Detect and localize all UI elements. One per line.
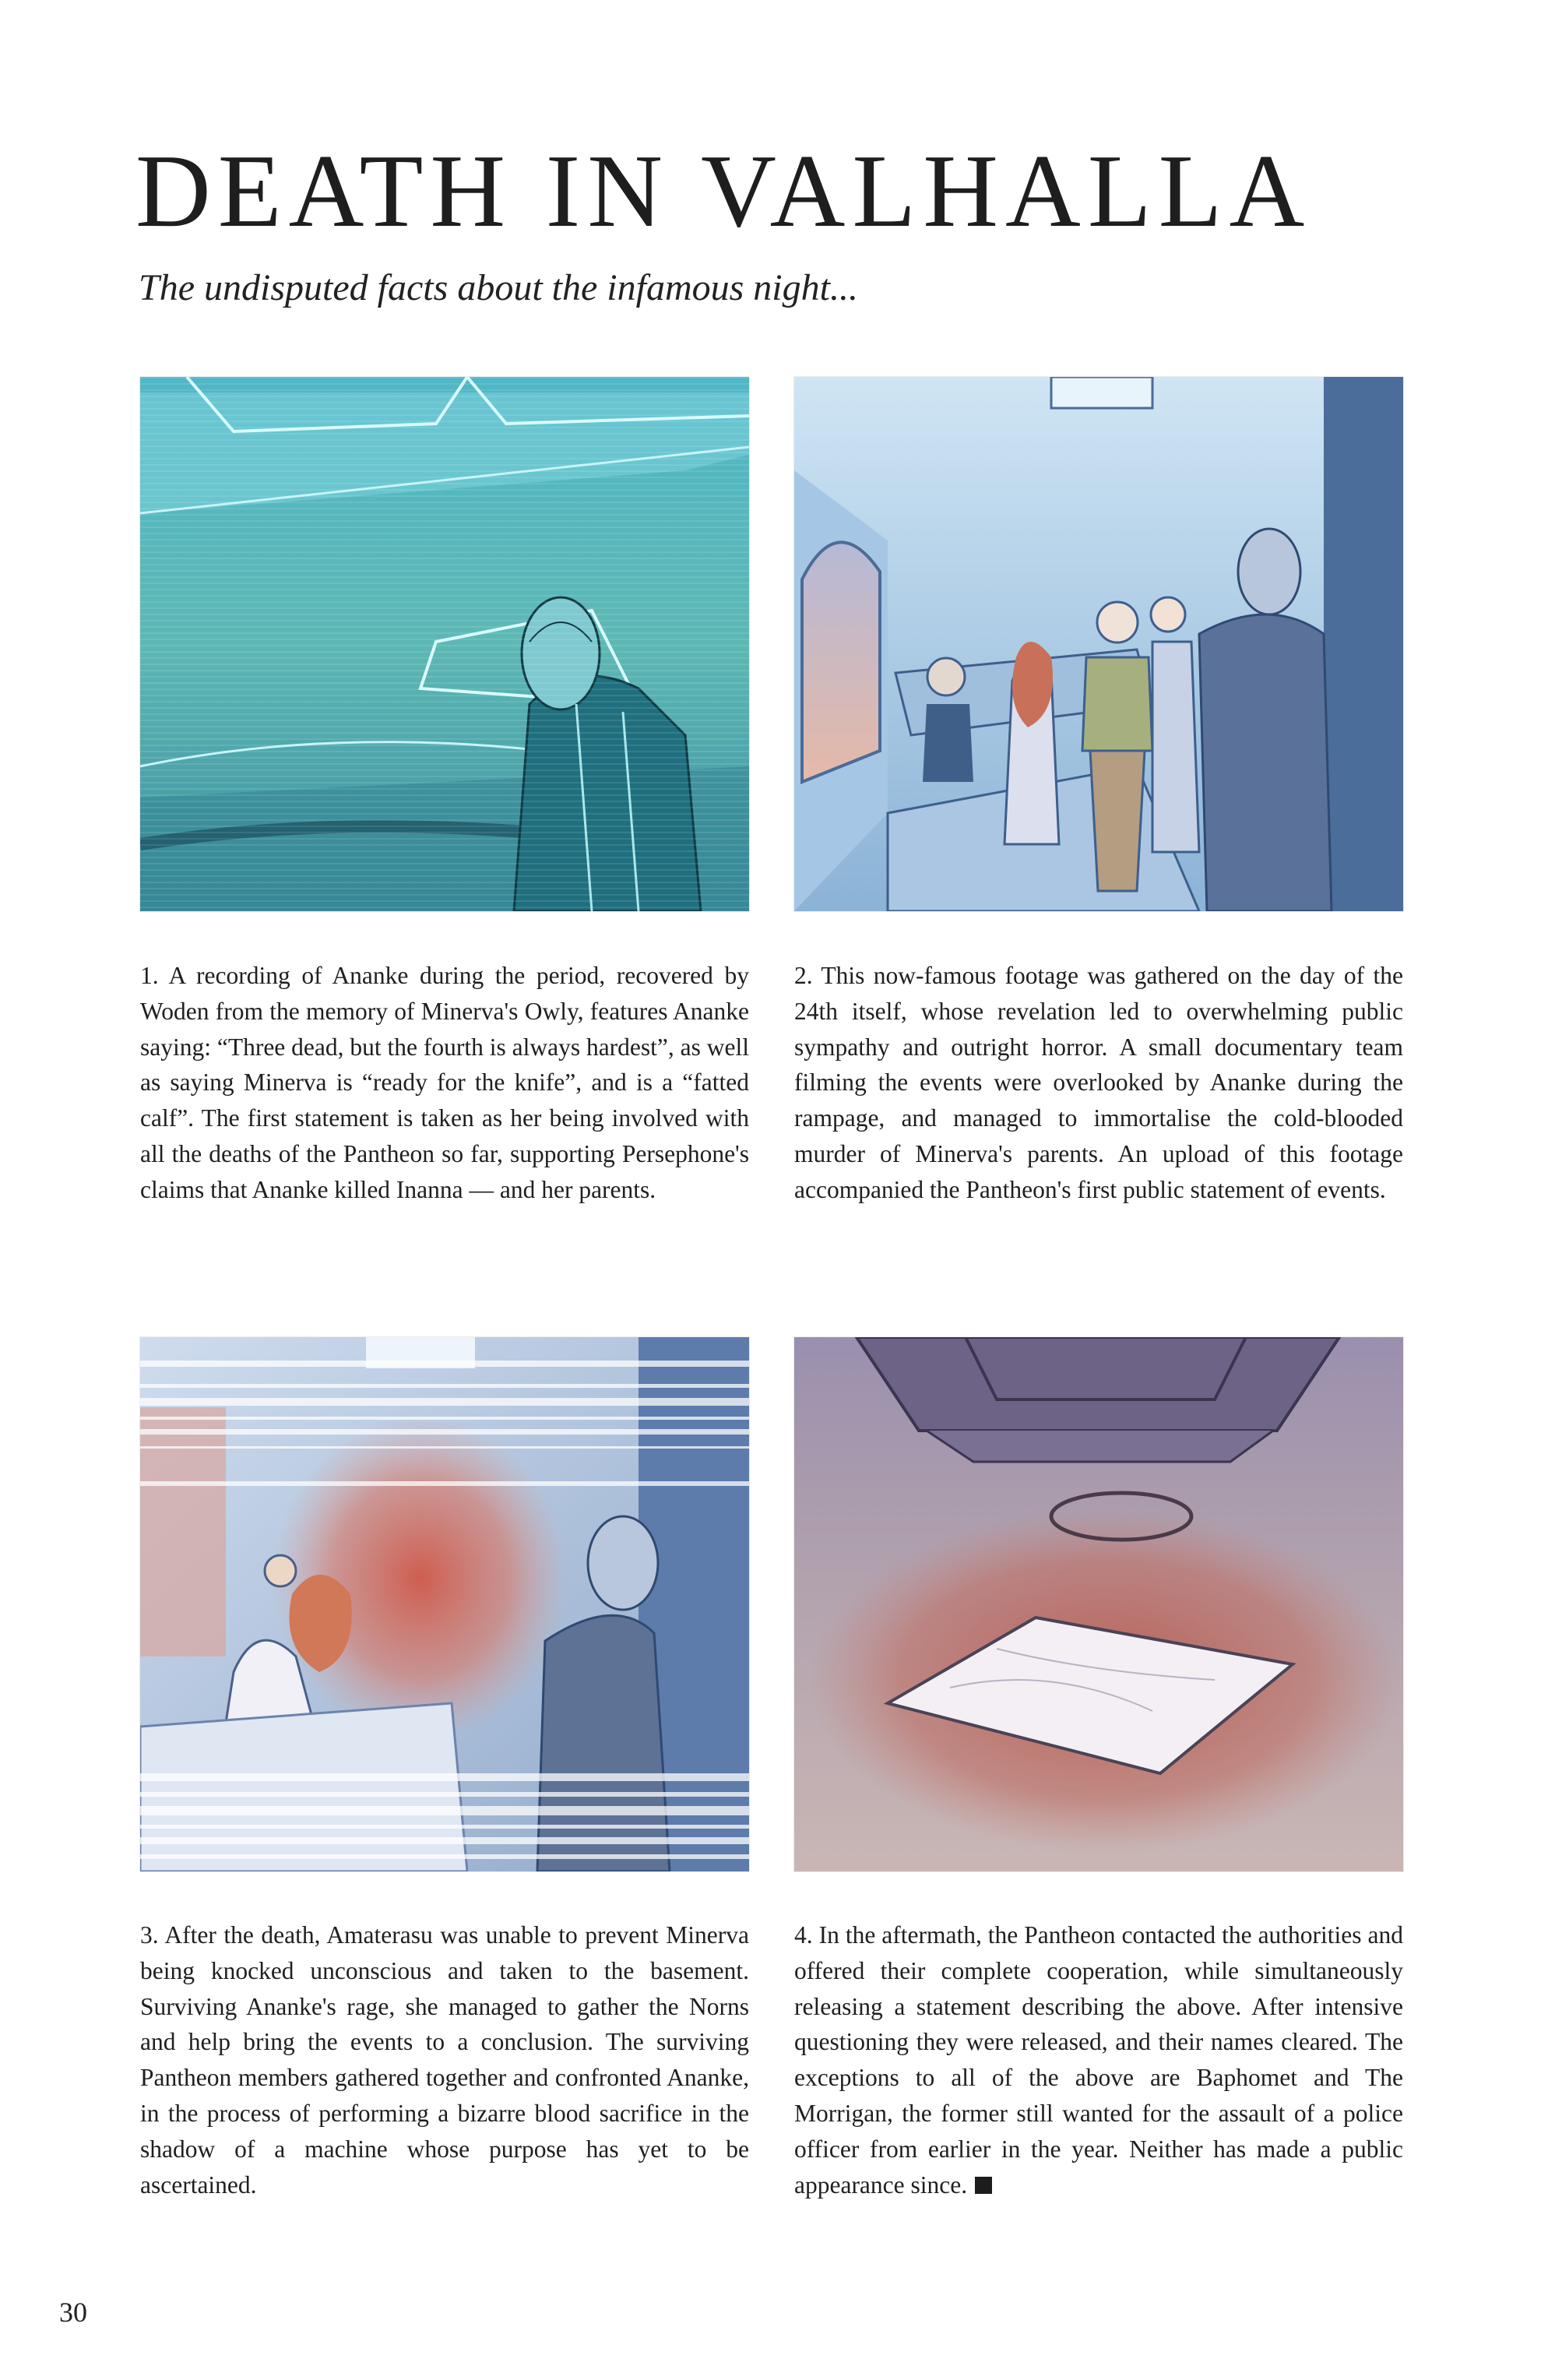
caption-4-text: 4. In the aftermath, the Pantheon contacted the authorities and offered their complete cooperation, while simultaneously releasing a statement describing the above. After intensive questioning they were released, and their names cleared. The exceptions to all of the above are Baphomet and The Morrigan, the former still wanted for the assault of a police officer from earlier in the year. Neither has made a public appearance since.	[794, 1921, 1403, 2199]
panel-1-illustration	[140, 377, 749, 911]
comic-panel-4	[794, 1337, 1403, 1871]
caption-4	[794, 1917, 1403, 2202]
caption-1: 1. A recording of Ananke during the period, recovered by Woden from the memory of Minerva's Owly, features Ananke saying: “Three dead, but the fourth is always hardest”, as well as saying Minerva is “ready for the knife”, and is a “fatted calf”. The first statement is taken as her being involved with all the deaths of the Pantheon so far, supporting Persephone's claims that Ananke killed Inanna — and her parents.	[140, 962, 749, 1203]
panel-4-illustration	[794, 1337, 1403, 1871]
caption-2: 2. This now-famous footage was gathered on the day of the 24th itself, whose revelation led to overwhelming public sympathy and outright horror. A small documentary team filming the events were overlooked by Ananke during the rampage, and managed to immortalise the cold-blooded murder of Minerva's parents. An upload of this footage accompanied the Pantheon's first public statement of events.	[794, 962, 1403, 1203]
article-title: DEATH IN VALHALLA	[135, 133, 1312, 248]
panel-2-illustration	[794, 377, 1403, 911]
page-number: 30	[59, 2297, 87, 2328]
comic-panel-1	[140, 377, 749, 911]
comic-panel-2	[794, 377, 1403, 911]
panel-3-illustration	[140, 1337, 749, 1871]
comic-panel-3	[140, 1337, 749, 1871]
article-subtitle: The undisputed facts about the infamous night...	[139, 267, 858, 308]
caption-3: 3. After the death, Amaterasu was unable to prevent Minerva being knocked unconscious and taken to the basement. Surviving Ananke's rage, she managed to gather the Norns and help bring the events to a conclusion. The surviving Pantheon members gathered together and confronted Ananke, in the process of performing a bizarre blood sacrifice in the shadow of a machine whose purpose has yet to be ascertained.	[140, 1921, 749, 2199]
end-mark-icon	[975, 2177, 992, 2194]
